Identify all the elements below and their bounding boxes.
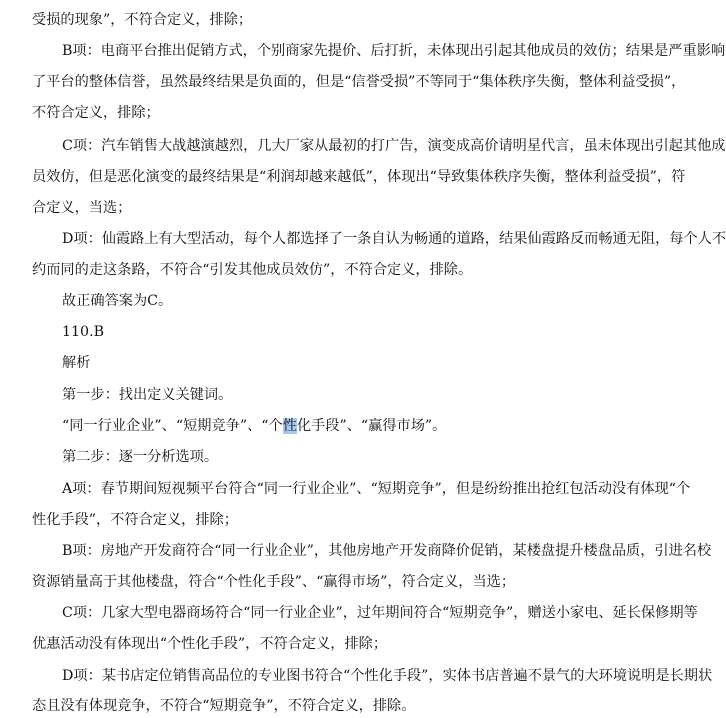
keywords-text-before: “同一行业企业”、“短期竞争”、“个 <box>62 418 283 434</box>
text-line: 第一步：找出定义关键词。 <box>62 387 233 403</box>
text-line: 约而同的走这条路，不符合“引发其他成员效仿”，不符合定义，排除。 <box>32 262 473 278</box>
text-line: 资源销量高于其他楼盘，符合“个性化手段”、“赢得市场”，符合定义，当选； <box>32 574 516 590</box>
text-line: 合定义，当选； <box>32 200 132 216</box>
text-line: 了平台的整体信誉，虽然最终结果是负面的，但是“信誉受损”不等同于“集体秩序失衡，整体利益受损”， <box>32 74 686 90</box>
text-line: C项：汽车销售大战越演越烈，几大厂家从最初的打广告，演变成高价请明星代言，虽未体现出引起其他成 <box>62 138 726 154</box>
text-line: C项：几家大型电器商场符合“同一行业企业”，过年期间符合“短期竞争”，赠送小家电、延长保修期等 <box>62 605 698 621</box>
text-line: 第二步：逐一分析选项。 <box>62 449 219 465</box>
text-line: 性化手段”，不符合定义，排除； <box>32 512 238 528</box>
text-line: A项：春节期间短视频平台符合“同一行业企业”、“短期竞争”，但是纷纷推出抢红包活动没有体现“个 <box>62 481 691 497</box>
keywords-text-after: 化手段”、“赢得市场”。 <box>296 418 447 434</box>
text-line: 受损的现象”，不符合定义，排除； <box>32 12 253 28</box>
keywords-line[interactable] <box>0 416 726 438</box>
text-line: B项：电商平台推出促销方式，个别商家先提价、后打折，未体现出引起其他成员的效仿；结果是严重影响 <box>62 43 726 59</box>
answer-number: 110.B <box>62 324 105 340</box>
text-line: 态且没有体现竞争，不符合“短期竞争”，不符合定义，排除。 <box>32 698 416 714</box>
text-line: D项：仙霞路上有大型活动，每个人都选择了一条自认为畅通的道路，结果仙霞路反而畅通无阻，每个人不 <box>62 231 726 247</box>
section-heading: 解析 <box>62 355 91 371</box>
text-line: 员效仿，但是恶化演变的最终结果是“利润却越来越低”，体现出“导致集体秩序失衡，整体利益受损”，符 <box>32 169 686 185</box>
text-line: 优惠活动没有体现出“个性化手段”，不符合定义，排除； <box>32 636 388 652</box>
text-line: B项：房地产开发商符合“同一行业企业”，其他房地产开发商降价促销，某楼盘提升楼盘品质，引进名校 <box>62 543 712 559</box>
text-line: 不符合定义，排除； <box>32 105 160 121</box>
text-line: 故正确答案为C。 <box>62 293 173 309</box>
text-selection[interactable]: 性 <box>282 418 297 434</box>
text-line: D项：某书店定位销售高品位的专业图书符合“个性化手段”，实体书店普遍不景气的大环境说明是长期状 <box>62 668 713 684</box>
